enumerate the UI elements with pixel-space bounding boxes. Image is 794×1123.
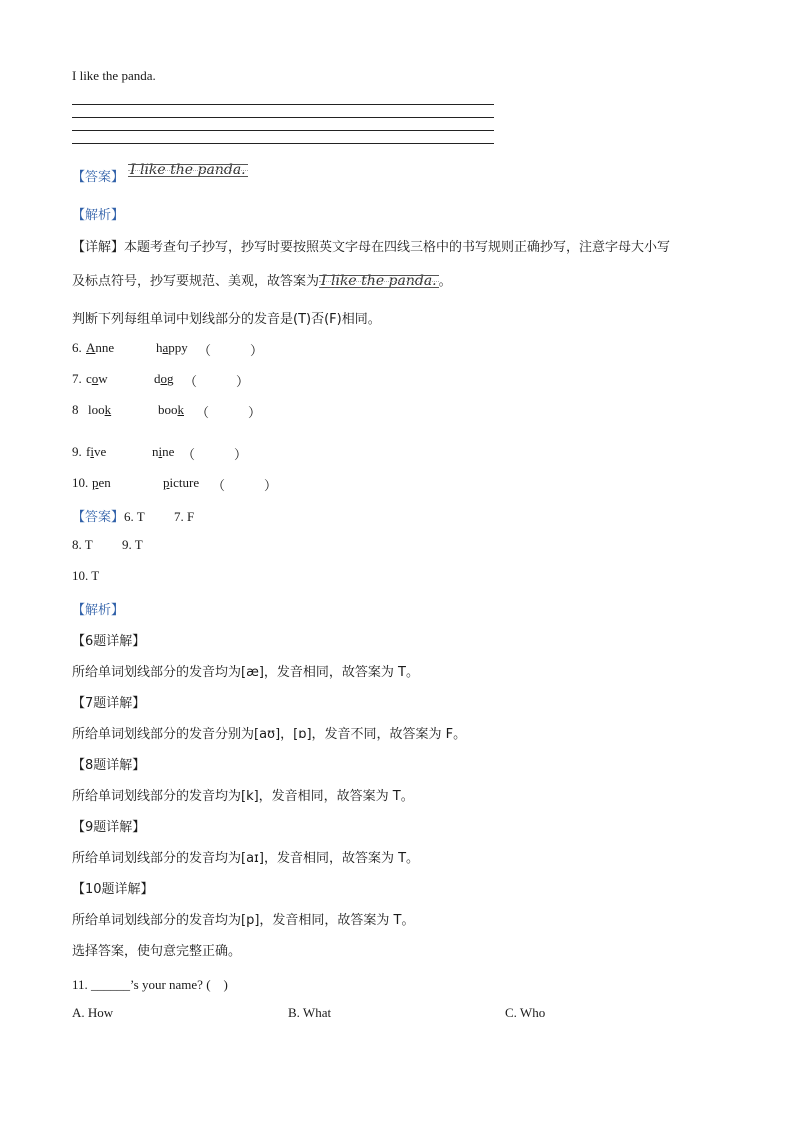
detail-7-title: 【7题详解】 [72,696,146,711]
detail-9-text: 所给单词划线部分的发音均为[aɪ]，发音相同，故答案为 T。 [72,851,420,866]
handwritten-answer: I like the panda. [130,162,246,178]
answer-label: 【答案】 [72,170,125,185]
q11-option-b: B. What [288,1005,332,1020]
question-8: 8 look book （ ） [72,402,262,420]
section-instruction: 判断下列每组单词中划线部分的发音是(T)否(F)相同。 [72,312,381,327]
answers-line-3: 10. T [72,568,100,583]
choose-instruction: 选择答案，使句意完整正确。 [72,944,242,959]
detail-7-text: 所给单词划线部分的发音分别为[aʊ]，[ɒ]，发音不同，故答案为 F。 [72,727,467,742]
q11-option-c: C. Who [505,1005,546,1020]
detail-line-2: 及标点符号，抄写要规范、美观，故答案为 I like the panda. 。 [72,273,452,289]
analysis-label: 【解析】 [72,208,125,223]
detail-9-title: 【9题详解】 [72,820,146,835]
analysis-label-2: 【解析】 [72,603,125,618]
question-11: 11. ______’s your name? ( ) [72,977,228,992]
q11-option-a: A. How [72,1005,114,1020]
question-9: 9. five nine （ ） [72,444,248,462]
detail-6-text: 所给单词划线部分的发音均为[æ]，发音相同，故答案为 T。 [72,665,419,680]
copy-sentence: I like the panda. [72,68,156,83]
question-6: 6. Anne happy （ ） [72,340,264,358]
question-10: 10. pen picture （ ） [72,475,278,493]
detail-10-title: 【10题详解】 [72,882,154,897]
writing-lines [72,104,494,144]
detail-10-text: 所给单词划线部分的发音均为[p]，发音相同，故答案为 T。 [72,913,415,928]
detail-8-title: 【8题详解】 [72,758,146,773]
detail-line-1: 【详解】本题考查句子抄写，抄写时要按照英文字母在四线三格中的书写规则正确抄写，注意字母大小写 [72,240,671,255]
answers-line-1: 【答案】6. T 7. F [72,509,195,525]
question-7: 7. cow dog （ ） [72,371,250,389]
answers-line-2: 8. T 9. T [72,537,143,552]
detail-6-title: 【6题详解】 [72,634,146,649]
detail-8-text: 所给单词划线部分的发音均为[k]，发音相同，故答案为 T。 [72,789,414,804]
